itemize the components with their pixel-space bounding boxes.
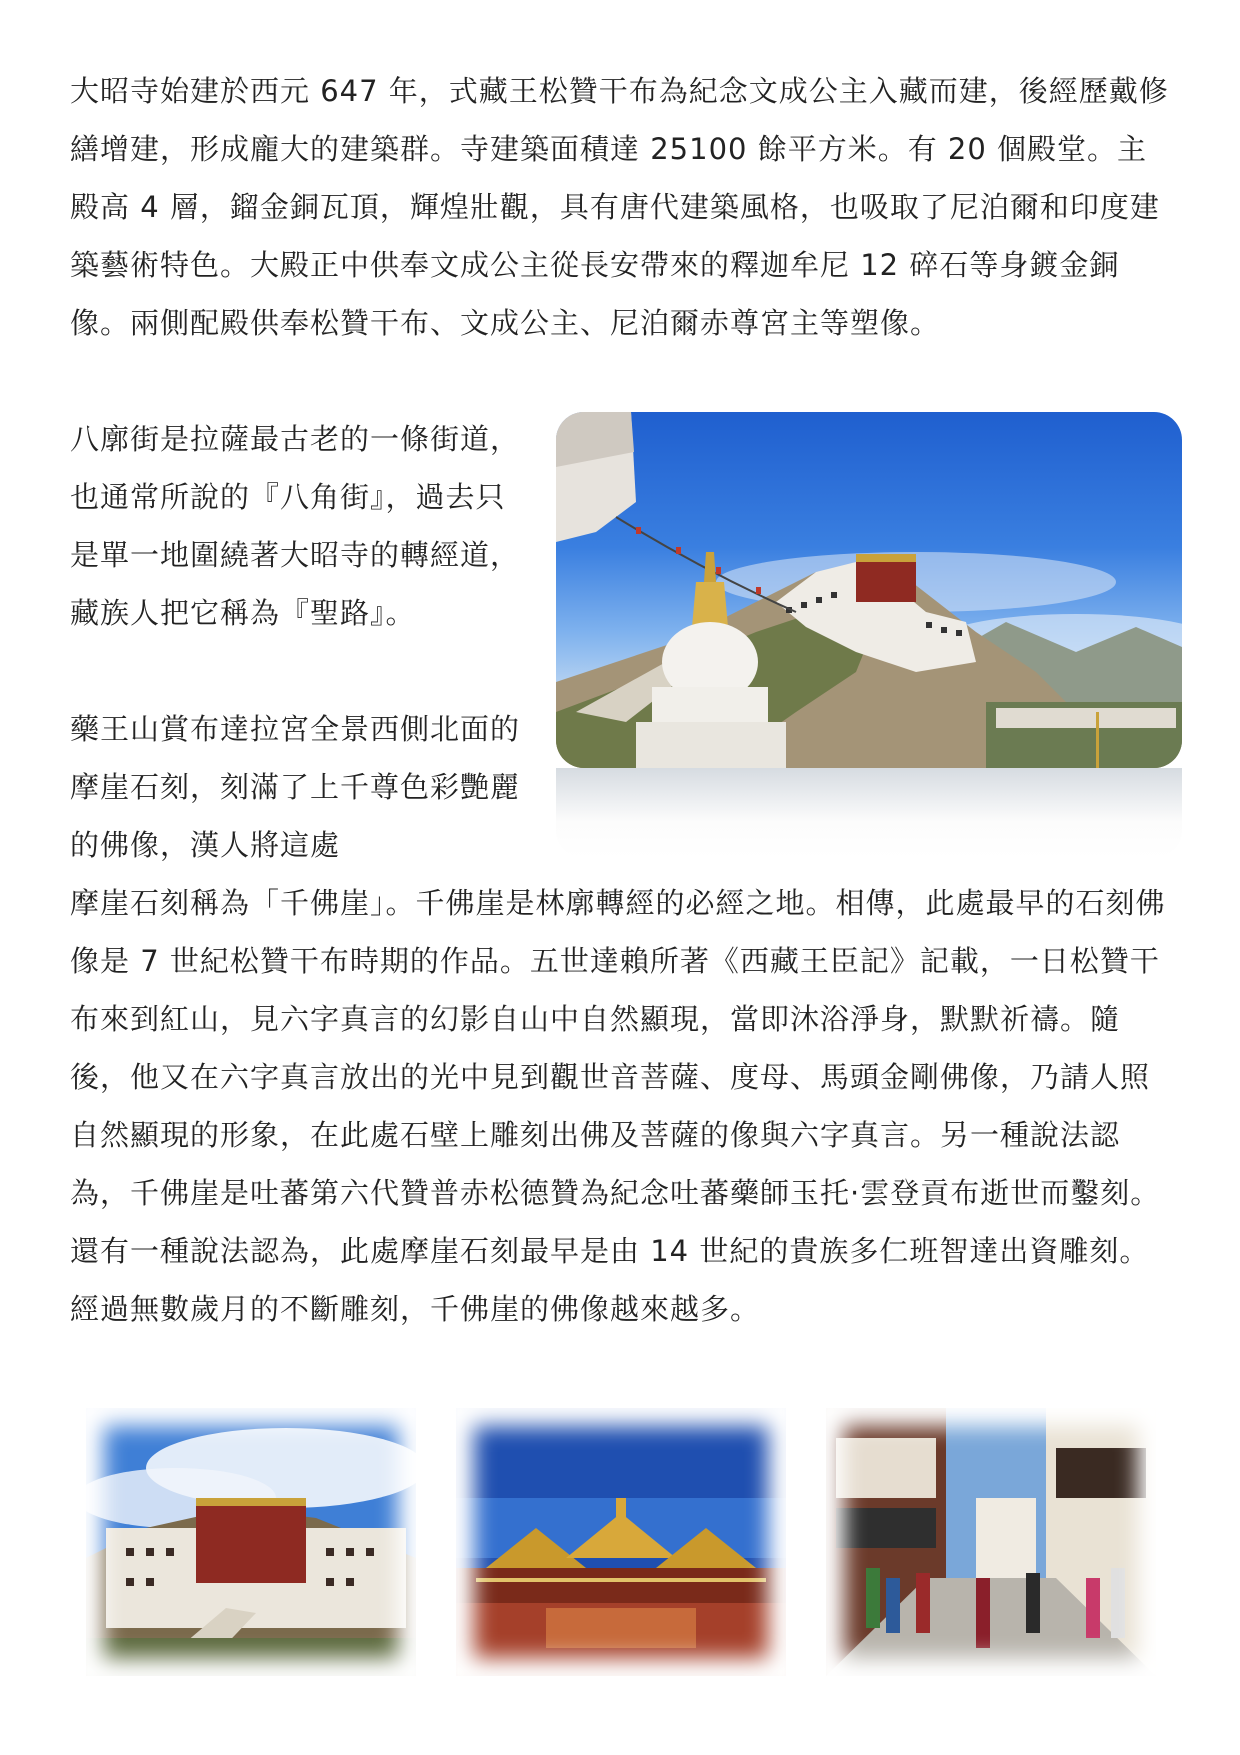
potala-palace-thumbnail [86, 1408, 416, 1676]
photo-reflection [556, 768, 1182, 858]
paragraph-thousand-buddha-cliff: 摩崖石刻稱為「千佛崖」。千佛崖是林廓轉經的必經之地。相傳，此處最早的石刻佛像是 7 世紀松贊干布時期的作品。五世達賴所著《西藏王臣記》記載，一日松贊干布來到紅山，見六字真言的幻影自山中自然顯現，當即沐浴淨身，默默祈禱。隨後，他又在六字真言放出的光中見到觀世音菩薩、度母、馬頭金剛佛像，乃請人照自然顯現的形象，在此處石壁上雕刻出佛及菩薩的像與六字真言。另一種說法認為，千佛崖是吐蕃第六代贊普赤松德贊為紀念吐蕃藥師玉托·雲登貢布逝世而鑿刻。還有一種說法認為，此處摩崖石刻最早是由 14 世紀的貴族多仁班智達出資雕刻。經過無數歲月的不斷雕刻，千佛崖的佛像越來越多。 [70, 886, 1166, 1326]
barkhor-street-thumbnail [826, 1408, 1156, 1676]
paragraph-barkhor-street: 八廓街是拉薩最古老的一條街道，也通常所說的『八角街』，過去只是單一地圍繞著大昭寺的轉經道，藏族人把它稱為『聖路』。 [70, 422, 521, 630]
jokhang-temple-thumbnail [456, 1408, 786, 1676]
paragraph-jokhang-intro: 大昭寺始建於西元 647 年，式藏王松贊干布為紀念文成公主入藏而建，後經歷戴修繕增建，形成龐大的建築群。寺建築面積達 25100 餘平方米。有 20 個殿堂。主殿高 4 層，鎦金銅瓦頂，輝煌壯觀，具有唐代建築風格，也吸取了尼泊爾和印度建築藝術特色。大殿正中供奉文成公主從長安帶來的釋迦牟尼 12 碎石等身鍍金銅像。兩側配殿供奉松贊干布、文成公主、尼泊爾赤尊宮主等塑像。 [70, 74, 1169, 340]
paragraph-medicine-hill-start: 藥王山賞布達拉宮全景西側北面的摩崖石刻，刻滿了上千尊色彩艷麗的佛像，漢人將這處 [70, 712, 521, 862]
potala-stupa-photo [556, 412, 1182, 768]
